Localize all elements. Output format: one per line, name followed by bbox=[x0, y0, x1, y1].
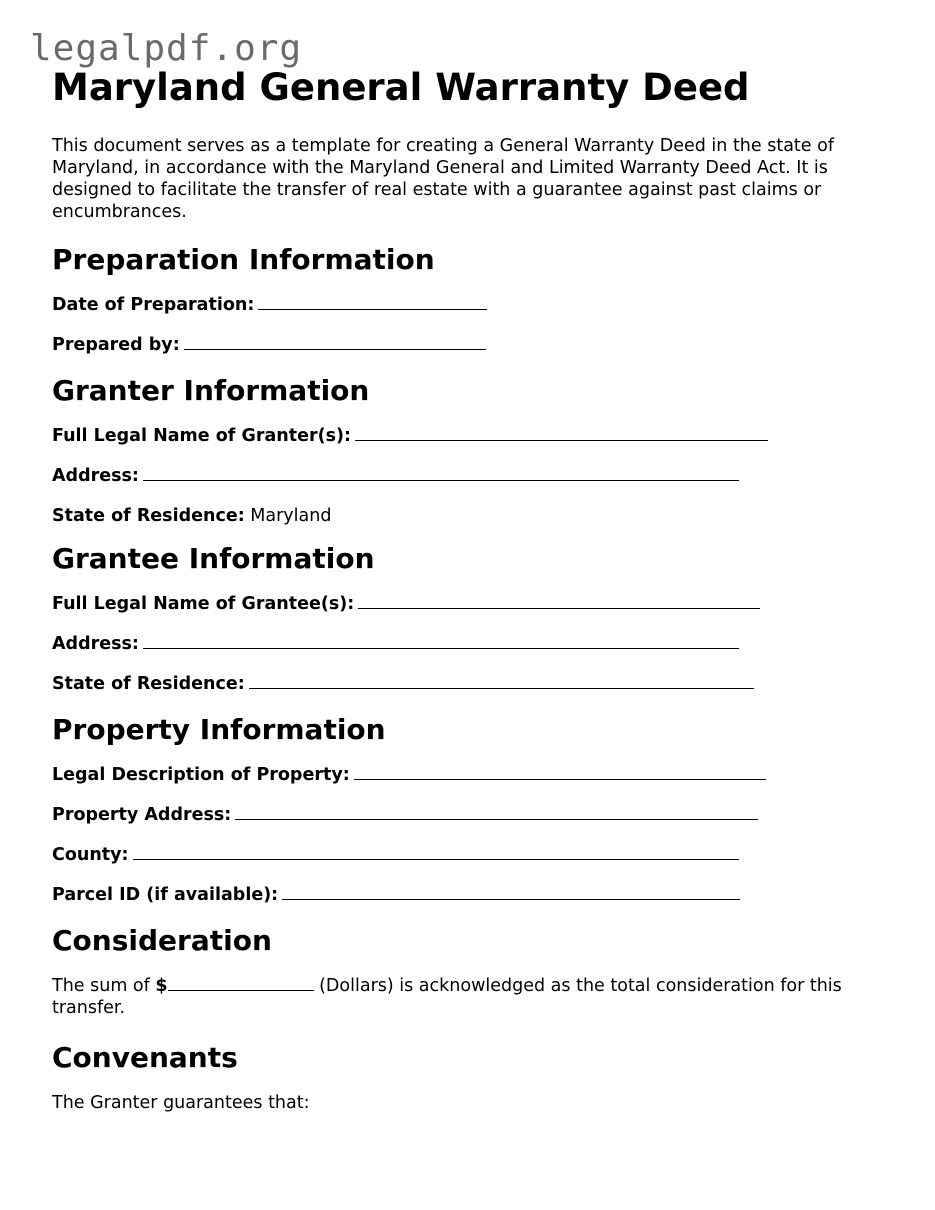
granter-name-label: Full Legal Name of Granter(s): bbox=[52, 426, 351, 446]
grantee-address-label: Address: bbox=[52, 634, 139, 654]
grantee-address-blank[interactable] bbox=[143, 634, 739, 649]
covenants-heading: Convenants bbox=[52, 1041, 238, 1074]
granter-address-blank[interactable] bbox=[143, 466, 739, 481]
preparation-heading: Preparation Information bbox=[52, 243, 435, 276]
granter-address-label: Address: bbox=[52, 466, 139, 486]
date-of-preparation-label: Date of Preparation: bbox=[52, 295, 255, 315]
date-of-preparation-field bbox=[52, 294, 882, 316]
property-address-field bbox=[52, 804, 882, 826]
granter-name-field bbox=[52, 425, 882, 447]
consideration-text-before: The sum of bbox=[52, 976, 156, 996]
county-blank[interactable] bbox=[133, 845, 739, 860]
prepared-by-label: Prepared by: bbox=[52, 335, 180, 355]
parcel-id-blank[interactable] bbox=[282, 885, 740, 900]
legal-description-label: Legal Description of Property: bbox=[52, 765, 350, 785]
document-title: Maryland General Warranty Deed bbox=[52, 66, 750, 109]
grantee-name-label: Full Legal Name of Grantee(s): bbox=[52, 594, 355, 614]
grantee-heading: Grantee Information bbox=[52, 542, 375, 575]
prepared-by-field bbox=[52, 334, 882, 356]
consideration-amount-blank[interactable] bbox=[168, 976, 314, 991]
covenants-paragraph: The Granter guarantees that: bbox=[52, 1093, 310, 1113]
consideration-text-after: (Dollars) is acknowledged as the total consideration for this transfer. bbox=[52, 976, 842, 1018]
granter-state-field bbox=[52, 505, 882, 527]
property-address-label: Property Address: bbox=[52, 805, 232, 825]
site-watermark: legalpdf.org bbox=[30, 28, 303, 69]
granter-heading: Granter Information bbox=[52, 374, 370, 407]
county-label: County: bbox=[52, 845, 129, 865]
intro-paragraph: This document serves as a template for creating a General Warranty Deed in the state of Maryland, in accordance with the Maryland General and Limited Warranty Deed Act. It is designed to facilitate the transfer of real estate with a guarantee against past claims or encumbrances. bbox=[52, 136, 834, 222]
consideration-heading: Consideration bbox=[52, 924, 272, 957]
legal-description-blank[interactable] bbox=[354, 765, 766, 780]
granter-name-blank[interactable] bbox=[355, 426, 768, 441]
grantee-name-blank[interactable] bbox=[358, 594, 760, 609]
currency-symbol: $ bbox=[155, 976, 168, 996]
parcel-id-field bbox=[52, 884, 882, 906]
granter-address-field bbox=[52, 465, 882, 487]
parcel-id-label: Parcel ID (if available): bbox=[52, 885, 279, 905]
document-body bbox=[52, 66, 882, 1114]
grantee-state-label: State of Residence: bbox=[52, 674, 245, 694]
granter-state-value: Maryland bbox=[250, 506, 332, 526]
legal-description-field bbox=[52, 764, 882, 786]
prepared-by-blank[interactable] bbox=[184, 335, 486, 350]
grantee-address-field bbox=[52, 633, 882, 655]
grantee-state-blank[interactable] bbox=[249, 674, 754, 689]
property-heading: Property Information bbox=[52, 713, 386, 746]
granter-state-label: State of Residence: bbox=[52, 506, 245, 526]
date-of-preparation-blank[interactable] bbox=[258, 295, 487, 310]
consideration-paragraph bbox=[52, 975, 882, 1019]
grantee-state-field bbox=[52, 673, 882, 695]
grantee-name-field bbox=[52, 593, 882, 615]
county-field bbox=[52, 844, 882, 866]
property-address-blank[interactable] bbox=[235, 805, 758, 820]
